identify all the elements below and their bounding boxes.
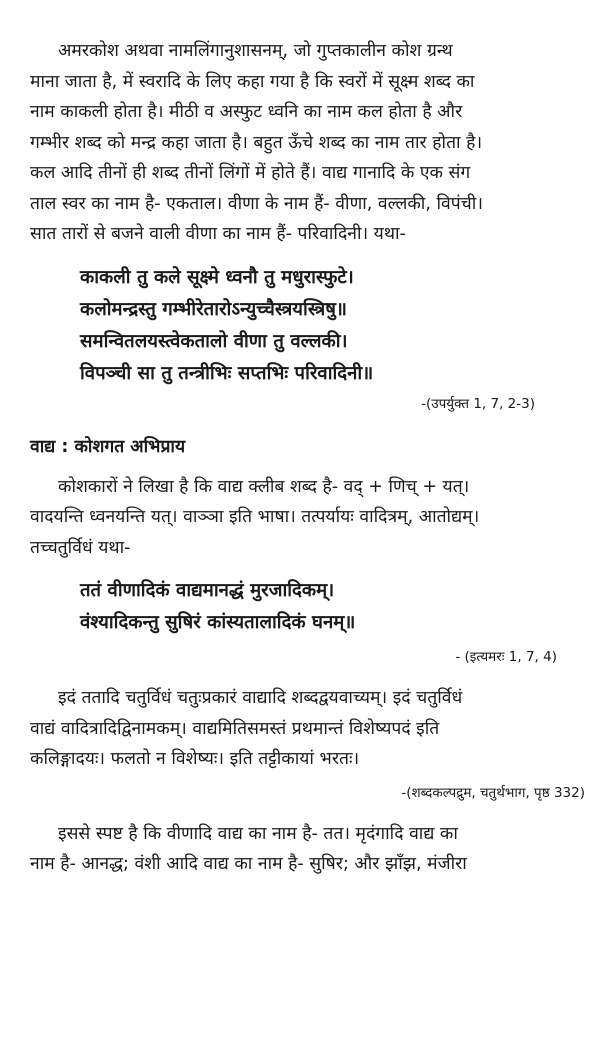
citation-1: -(उपर्युक्त 1, 7, 2-3)	[421, 395, 535, 412]
text-line: माना जाता है, में स्वरादि के लिए कहा गया है कि स्वरों में सूक्ष्म शब्द का	[30, 71, 475, 92]
verse-line: वंश्यादिकन्तु सुषिरं कांस्यतालादिकं घनम्॥	[80, 612, 356, 633]
document-page	[30, 36, 585, 880]
text-line: कलिङ्गादयः। फलतो न विशेष्यः। इति तट्टीकायां भरतः।	[30, 749, 360, 769]
paragraph-amarkosha	[30, 36, 585, 250]
text-line: सात तारों से बजने वाली वीणा का नाम हैं- परिवादिनी। यथा-	[30, 224, 406, 244]
text-line: इदं ततादि चतुर्विधं चतुःप्रकारं वाद्यादि शब्दद्वयवाच्यम्। इदं चतुर्विधं	[58, 688, 463, 708]
text-line: नाम है- आनद्ध; वंशी आदि वाद्य का नाम है- सुषिर; और झाँझ, मंजीरा	[30, 854, 467, 874]
paragraph-conclusion	[30, 819, 585, 880]
citation-3: -(शब्दकल्पद्रुम, चतुर्थभाग, पृष्ठ 332)	[401, 784, 585, 801]
text-line: गम्भीर शब्द को मन्द्र कहा जाता है। बहुत ऊँचे शब्द का नाम तार होता है।	[30, 132, 483, 153]
verse-line: समन्वितलयस्त्वेकतालो वीणा तु वल्लकी।	[80, 330, 348, 352]
verse-line: काकली तु कले सूक्ष्मे ध्वनौ तु मधुरास्फुटे।	[80, 266, 354, 288]
text-line: नाम काकली होता है। मीठी व अस्फुट ध्वनि का नाम कल होता है और	[30, 102, 463, 122]
text-line: कल आदि तीनों ही शब्द तीनों लिंगों में होते हैं। वाद्य गानादि के एक संग	[30, 163, 471, 183]
text-line: तच्चतुर्विधं यथा-	[30, 537, 131, 558]
paragraph-commentary	[30, 683, 585, 775]
text-line: अमरकोश अथवा नामलिंगानुशासनम्, जो गुप्तकालीन कोश ग्रन्थ	[58, 41, 453, 61]
paragraph-koshakar	[30, 472, 585, 564]
text-line: कोशकारों ने लिखा है कि वाद्य क्लीब शब्द है- वद् + णिच् + यत्।	[58, 476, 470, 497]
sanskrit-verse-2	[30, 575, 585, 639]
verse-line: विपञ्ची सा तु तन्त्रीभिः सप्तभिः परिवादिनी॥	[80, 362, 374, 384]
text-line: वाद्यं वादित्रादिद्विनामकम्। वाद्यमितिसमस्तं प्रथमान्तं विशेष्यपदं इति	[30, 718, 440, 739]
verse-line: ततं वीणादिकं वाद्यमानद्धं मुरजादिकम्।	[80, 580, 335, 601]
section-heading: वाद्य : कोशगत अभिप्राय	[30, 436, 186, 457]
sanskrit-verse-1	[30, 262, 585, 390]
citation-2: - (इत्यमरः 1, 7, 4)	[455, 649, 557, 665]
text-line: वादयन्ति ध्वनयन्ति यत्। वाञ्ञा इति भाषा। तत्पर्यायः वादित्रम्, आतोद्यम्।	[30, 507, 480, 527]
text-line: इससे स्पष्ट है कि वीणादि वाद्य का नाम है- तत। मृदंगादि वाद्य का	[58, 823, 458, 844]
text-line: ताल स्वर का नाम है- एकताल। वीणा के नाम हैं- वीणा, वल्लकी, विपंची।	[30, 193, 483, 214]
verse-line: कलोमन्द्रस्तु गम्भीरेतारोऽन्युच्चैस्त्रयस्त्रिषु॥	[80, 298, 348, 320]
